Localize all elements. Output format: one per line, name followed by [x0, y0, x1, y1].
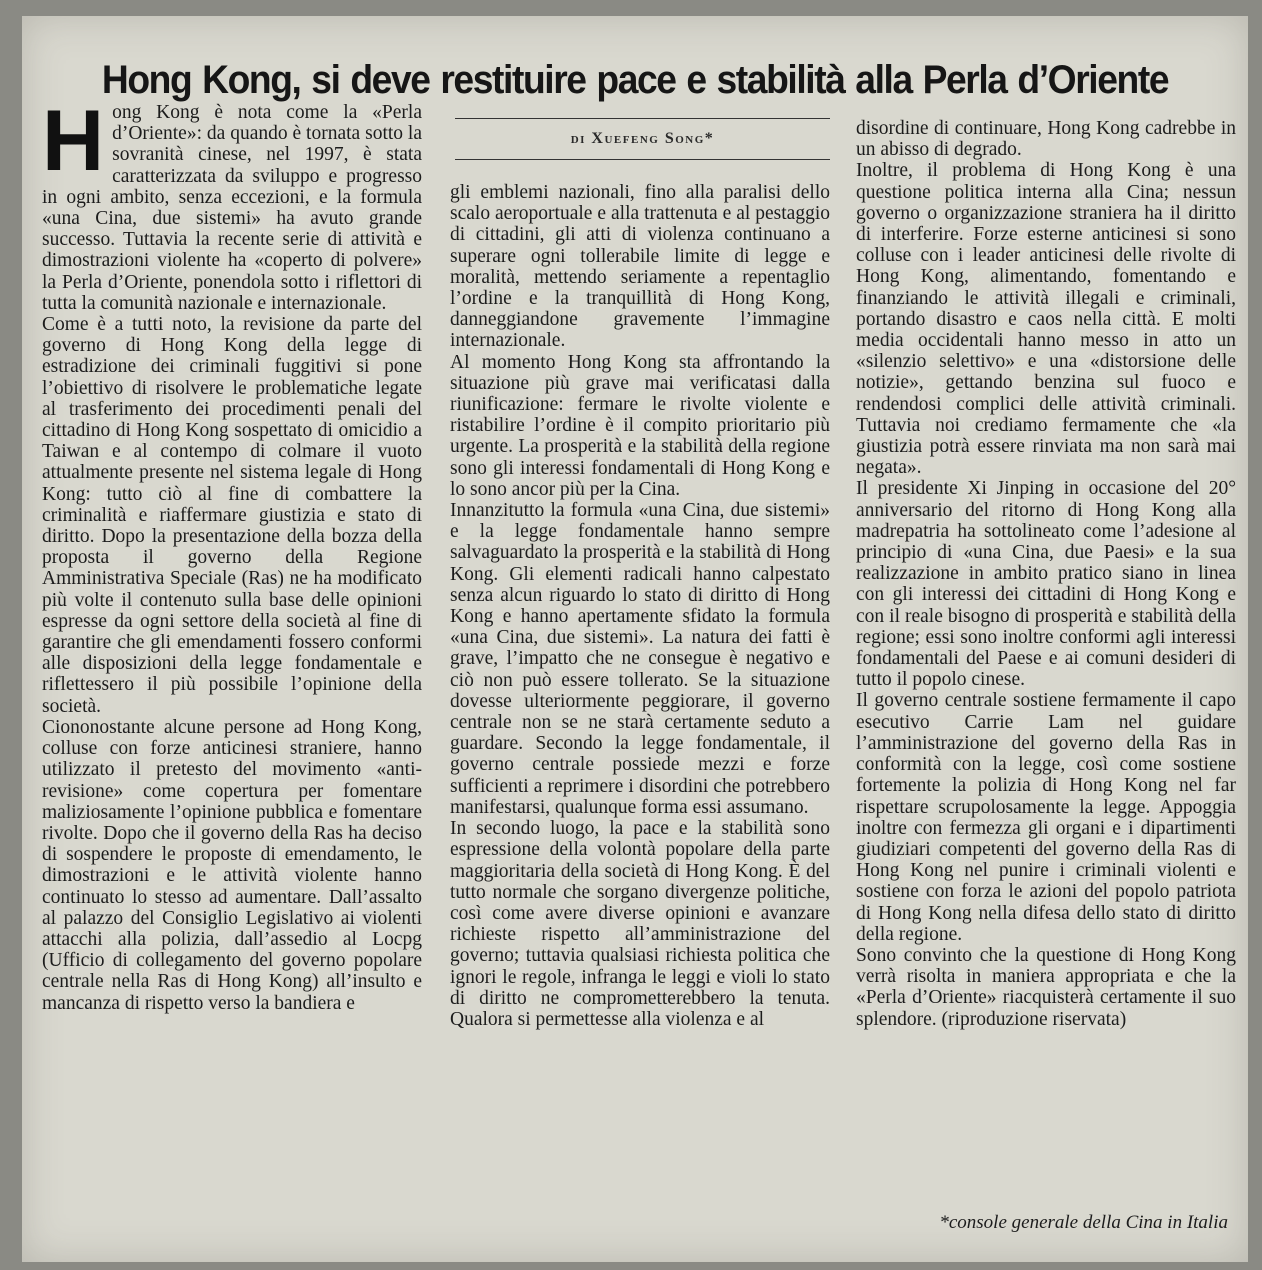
paragraph: Come è a tutti noto, la revisione da parte del governo di Hong Kong della legge di estradizione dei criminali fuggitivi si pone l’obiettivo di risolvere le problematiche legate al trasferimento dei procedimenti penali del cittadino di Hong Kong sospettato di omicidio a Taiwan e al contempo di colmare il vuoto attualmente presente nel sistema legale di Hong Kong: tutto ciò al fine di combattere la criminalità e riaffermare giustizia e stato di diritto. Dopo la presentazione della bozza della proposta il governo della Regione Amministrativa Speciale (Ras) ne ha modificato più volte il contenuto sulla base delle opinioni espresse da ogni settore della società al fine di garantire che gli emendamenti fossero conformi alle disposizioni della legge fondamentale e riflettessero il più possibile l’opinione della società. — [42, 314, 422, 717]
paragraph: Al momento Hong Kong sta affrontando la situazione più grave mai verificatasi dalla riunificazione: fermare le rivolte violente e ristabilire l’ordine è il compito prioritario più urgente. La prosperità e la stabilità della regione sono gli interessi fondamentali di Hong Kong e lo sono ancor più per la Cina. — [450, 351, 830, 500]
byline-box — [455, 118, 830, 160]
paragraph: Il governo centrale sostiene fermamente il capo esecutivo Carrie Lam nel guidare l’amministrazione del governo della Ras in conformità con la legge, così come sostiene fortemente la polizia di Hong Kong nel far rispettare scrupolosamente la legge. Appoggia inoltre con fermezza gli organi e i dipartimenti giudiziari competenti del governo della Ras di Hong Kong nel punire i criminali violenti e sostiene con forza le azioni del popolo patriota di Hong Kong nella difesa dello stato di diritto della regione. — [856, 690, 1236, 945]
author-note: *console generale della Cina in Italia — [939, 1212, 1228, 1233]
paragraph: gli emblemi nazionali, fino alla paralisi dello scalo aeroportuale e alla trattenuta e al pestaggio di cittadini, gli atti di violenza continuano a superare ogni tollerabile limite di legge e moralità, mettendo seriamente a repentaglio l’ordine e la tranquillità di Hong Kong, danneggiandone gravemente l’immagine internazionale. — [450, 182, 830, 352]
column-1 — [42, 93, 422, 1014]
paragraph: disordine di continuare, Hong Kong cadrebbe in un abisso di degrado. — [856, 118, 1236, 161]
byline: di Xuefeng Song* — [570, 130, 715, 147]
headline: Hong Kong, si deve restituire pace e stabilità alla Perla d’Oriente — [101, 57, 1169, 102]
paragraph: Inoltre, il problema di Hong Kong è una questione politica interna alla Cina; nessun governo o organizzazione straniera ha il diritto di interferire. Forze esterne anticinesi si sono colluse con i leader anticinesi delle rivolte di Hong Kong, alimentando, fomentando e finanziando le attività illegali e criminali, portando disastro e caos nella città. E molti media occidentali hanno messo in atto un «silenzio selettivo» e una «distorsione delle notizie», gettando benzina sul fuoco e rendendosi complici delle attività criminali. Tuttavia noi crediamo fermamente che «la giustizia potrà essere rinviata ma non sarà mai negata». — [856, 160, 1236, 479]
column-3 — [856, 118, 1236, 1030]
column-2 — [450, 182, 830, 1030]
paragraph: Ciononostante alcune persone ad Hong Kong, colluse con forze anticinesi straniere, hanno utilizzato il pretesto del movimento «anti-revisione» come copertura per fomentare maliziosamente l’opinione pubblica e fomentare rivolte. Dopo che il governo della Ras ha deciso di sospendere le proposte di emendamento, le dimostrazioni e le attività violente hanno continuato lo stesso ad aumentare. Dall’assalto al palazzo del Consiglio Legislativo ai violenti attacchi alla polizia, dall’assedio al Locpg (Ufficio di collegamento del governo popolare centrale nella Ras di Hong Kong) all’insulto e mancanza di rispetto verso la bandiera e — [42, 716, 422, 1014]
drop-cap: H — [42, 93, 105, 189]
paragraph: ong Kong è nota come la «Perla d’Oriente»: da quando è tornata sotto la sovranità cinese, nel 1997, è stata caratterizzata da sviluppo e progresso in ogni ambito, senza eccezioni, e la formula «una Cina, due sistemi» ha avuto grande successo. Tuttavia la recente serie di attività e dimostrazioni violente ha «coperto di polvere» la Perla d’Oriente, ponendola sotto i riflettori di tutta la comunità nazionale e internazionale. — [42, 102, 422, 314]
paragraph: In secondo luogo, la pace e la stabilità sono espressione della volontà popolare della parte maggioritaria della società di Hong Kong. È del tutto normale che sorgano divergenze politiche, così come avere diverse opinioni e avanzare richieste rispetto all’amministrazione del governo; tuttavia qualsiasi richiesta politica che ignori le regole, infranga le leggi e violi lo stato di diritto ne comprometterebbero la tenuta. Qualora si permettesse alla violenza e al — [450, 818, 830, 1030]
paragraph: Sono convinto che la questione di Hong Kong verrà risolta in maniera appropriata e che la «Perla d’Oriente» riacquisterà certamente il suo splendore. (riproduzione riservata) — [856, 944, 1236, 1030]
paragraph: Innanzitutto la formula «una Cina, due sistemi» e la legge fondamentale hanno sempre salvaguardato la prosperità e la stabilità di Hong Kong. Gli elementi radicali hanno calpestato senza alcun riguardo lo stato di diritto di Hong Kong e hanno apertamente sfidato la formula «una Cina, due sistemi». La natura dei fatti è grave, l’impatto che ne consegue è negativo e ciò non può essere tollerato. Se la situazione dovesse ulteriormente peggiorare, il governo centrale non se ne starà certamente seduto a guardare. Secondo la legge fondamentale, il governo centrale possiede mezzi e forze sufficienti a reprimere i disordini che potrebbero manifestarsi, qualunque forma essi assumano. — [450, 500, 830, 818]
paragraph: Il presidente Xi Jinping in occasione del 20° anniversario del ritorno di Hong Kong alla madrepatria ha sottolineato come l’adesione al principio di «una Cina, due Paesi» e la sua realizzazione in ambito pratico siano in linea con gli interessi dei cittadini di Hong Kong e con il reale bisogno di prosperità e stabilità della regione; essi sono inoltre conformi agli interessi fondamentali del Paese e ai comuni desideri di tutto il popolo cinese. — [856, 478, 1236, 691]
